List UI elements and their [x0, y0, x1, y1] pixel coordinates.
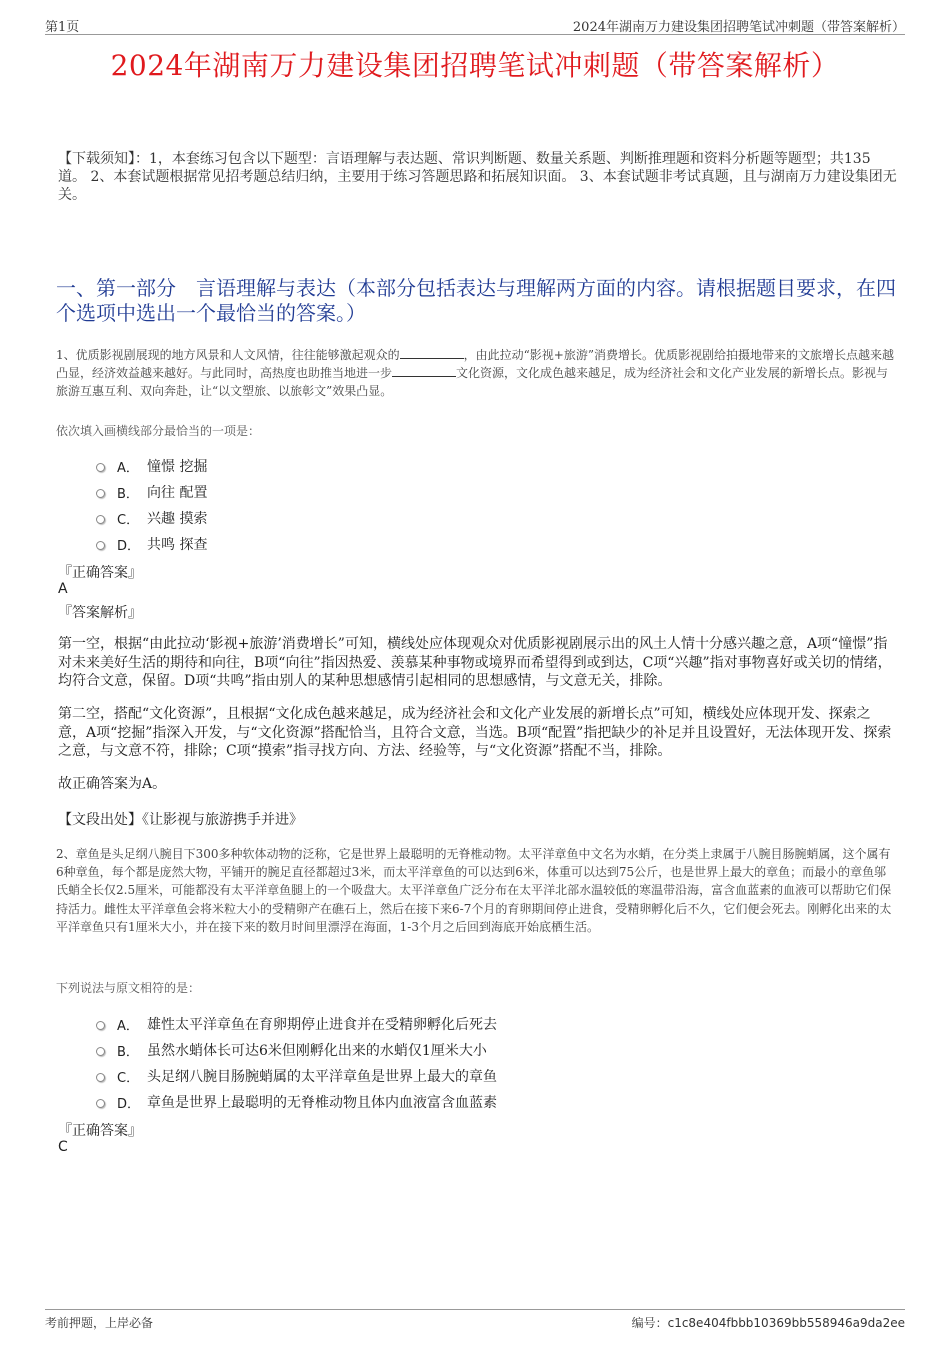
option-b[interactable] [96, 1037, 497, 1063]
radio-icon[interactable] [96, 1073, 105, 1082]
option-letter: A． [117, 1018, 139, 1034]
radio-icon[interactable] [96, 515, 105, 524]
option-a[interactable] [96, 453, 207, 479]
q1-text-part-c: 文化资源，文化成色越来越足，成为经济社会和文化产业发展的新增长点。影视与旅游互惠互利、双向奔赴，让“以文塑旅、以旅彰文”效果凸显。 [56, 366, 889, 399]
page-number: 第1页 [45, 20, 80, 35]
q1-text-part-b: ，由此拉动“影视+旅游”消费增长。优质影视剧给拍摄地带来的文旅增长点越来越凸显，经济效益越来越好。与此同时，高热度也助推当地进一步 [56, 348, 894, 381]
option-a[interactable] [96, 1011, 497, 1037]
fill-blank-2 [392, 364, 456, 377]
question-2-options [96, 1011, 497, 1115]
option-text: 憧憬 挖掘 [147, 459, 208, 475]
page-footer [45, 1309, 905, 1330]
q1-answer-label: 『正确答案』 [58, 565, 142, 581]
option-text: 虽然水蛸体长可达6米但刚孵化出来的水蛸仅1厘米大小 [147, 1043, 487, 1059]
footer-code-label: 编号： [631, 1316, 668, 1330]
option-letter: D． [117, 538, 141, 554]
radio-icon[interactable] [96, 1099, 105, 1108]
option-letter: C． [117, 512, 140, 528]
download-notice: 【下载须知】：1，本套练习包含以下题型：言语理解与表达题、常识判断题、数量关系题、判断推理题和资料分析题等题型；共135道。 2、本套试题根据常见招考题总结归纳，主要用于练习答题思路和拓展知识面。 3、本套试题非考试真题，且与湖南万力建设集团无关。 [58, 151, 897, 203]
option-text: 雄性太平洋章鱼在育卵期停止进食并在受精卵孵化后死去 [147, 1017, 497, 1033]
header-doc-name: 2024年湖南万力建设集团招聘笔试冲刺题（带答案解析） [572, 20, 905, 35]
option-letter: D． [117, 1096, 141, 1112]
footer-code-value: c1c8e404fbbb10369bb558946a9da2ee [667, 1316, 905, 1330]
option-text: 章鱼是世界上最聪明的无脊椎动物且体内血液富含血蓝素 [147, 1095, 497, 1111]
footer-code [632, 1314, 905, 1331]
document-title: 2024年湖南万力建设集团招聘笔试冲刺题（带答案解析） [110, 49, 840, 82]
option-d[interactable] [96, 531, 207, 557]
q1-analysis-para-1: 第一空，根据“由此拉动‘影视+旅游’消费增长”可知，横线处应体现观众对优质影视剧展示出的风土人情十分感兴趣之意，A项“憧憬”指对未来美好生活的期待和向往，B项“向往”指因热爱、羡慕某种事物或境界而希望得到或到达，C项“兴趣”指对事物喜好或关切的情绪，均符合文意，保留。D项“共鸣”指由别人的某种思想感情引起相同的思想感情，与文意无关，排除。 [58, 636, 892, 689]
footer-slogan: 考前押题，上岸必备 [45, 1316, 154, 1330]
option-text: 兴趣 摸索 [147, 511, 208, 527]
option-d[interactable] [96, 1089, 497, 1115]
radio-icon[interactable] [96, 1047, 105, 1056]
option-letter: B． [117, 1044, 139, 1060]
q1-text-part-a: 1、优质影视剧展现的地方风景和人文风情，往往能够激起观众的 [56, 348, 400, 362]
q1-source: 【文段出处】《让影视与旅游携手并进》 [58, 812, 303, 828]
q2-answer-label: 『正确答案』 [58, 1123, 142, 1139]
option-b[interactable] [96, 479, 207, 505]
question-2-text: 2、章鱼是头足纲八腕目下300多种软体动物的泛称，它是世界上最聪明的无脊椎动物。太平洋章鱼中文名为水蛸，在分类上隶属于八腕目肠腕蛸属，这个属有6种章鱼，每个都是庞然大物，平铺开的腕足直径都超过3米，而太平洋章鱼的可以达到6米，体重可以达到75公斤，也是世界上最大的章鱼；而最小的章鱼邬氏蛸全长仅2.5厘米，可能都没有太平洋章鱼腿上的一个吸盘大。太平洋章鱼广泛分布在太平洋北部水温较低的寒温带沿海，富含血蓝素的血液可以帮助它们保持活力。雌性太平洋章鱼会将米粒大小的受精卵产在礁石上，然后在接下来6-7个月的育卵期间停止进食，受精卵孵化后不久，它们便会死去。刚孵化出来的太平洋章鱼只有1厘米大小，并在接下来的数月时间里漂浮在海面，1-3个月之后回到海底开始底栖生活。 [56, 847, 892, 934]
option-c[interactable] [96, 1063, 497, 1089]
fill-blank-1 [400, 346, 464, 359]
q1-analysis-label: 『答案解析』 [58, 605, 142, 621]
option-letter: C． [117, 1070, 140, 1086]
section-title: 一、第一部分 言语理解与表达（本部分包括表达与理解两方面的内容。请根据题目要求，在四个选项中选出一个最恰当的答案。） [56, 276, 896, 325]
option-text: 向往 配置 [147, 485, 208, 501]
option-c[interactable] [96, 505, 207, 531]
q1-answer: A [58, 581, 68, 597]
page-header [45, 14, 905, 35]
option-letter: A． [117, 460, 139, 476]
radio-icon[interactable] [96, 1021, 105, 1030]
question-1-text [56, 346, 898, 401]
radio-icon[interactable] [96, 489, 105, 498]
question-1-options [96, 453, 207, 557]
radio-icon[interactable] [96, 541, 105, 550]
q2-answer: C [58, 1139, 68, 1155]
option-text: 头足纲八腕目肠腕蛸属的太平洋章鱼是世界上最大的章鱼 [147, 1069, 497, 1085]
q1-analysis-para-3: 故正确答案为A。 [58, 776, 167, 792]
question-1-prompt: 依次填入画横线部分最恰当的一项是： [56, 424, 261, 438]
question-2-prompt: 下列说法与原文相符的是： [56, 981, 201, 995]
radio-icon[interactable] [96, 463, 105, 472]
option-text: 共鸣 探查 [147, 537, 208, 553]
option-letter: B． [117, 486, 139, 502]
q1-analysis-para-2: 第二空，搭配“文化资源”，且根据“文化成色越来越足，成为经济社会和文化产业发展的新增长点”可知，横线处应体现开发、探索之意，A项“挖掘”指深入开发，与“文化资源”搭配恰当，且符合文意，当选。B项“配置”指把缺少的补足并且设置好，无法体现开发、探索之意，与文意不符，排除；C项“摸索”指寻找方向、方法、经验等，与“文化资源”搭配不当，排除。 [58, 706, 892, 759]
